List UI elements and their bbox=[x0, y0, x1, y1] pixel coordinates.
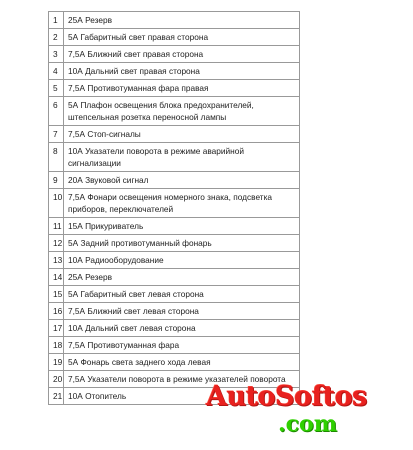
fuse-description-cell: 25А Резерв bbox=[64, 269, 300, 286]
table-row bbox=[49, 388, 300, 405]
fuse-description-cell: 10А Указатели поворота в режиме аварийной сигнализации bbox=[64, 143, 300, 172]
table-row bbox=[49, 235, 300, 252]
fuse-description-cell: 10А Отопитель bbox=[64, 388, 300, 405]
fuse-number-cell: 3 bbox=[49, 46, 64, 63]
fuse-description-cell: 10А Дальний свет левая сторона bbox=[64, 320, 300, 337]
table-row bbox=[49, 320, 300, 337]
fuse-number-cell: 18 bbox=[49, 337, 64, 354]
fuse-description-cell: 7,5А Ближний свет левая сторона bbox=[64, 303, 300, 320]
fuse-number-cell: 9 bbox=[49, 172, 64, 189]
fuse-description-cell: 10А Дальний свет правая сторона bbox=[64, 63, 300, 80]
table-row bbox=[49, 126, 300, 143]
table-row bbox=[49, 189, 300, 218]
fuse-description-cell: 7,5А Ближний свет правая сторона bbox=[64, 46, 300, 63]
fuse-description-cell: 5А Плафон освещения блока предохранителей, штепсельная розетка переносной лампы bbox=[64, 97, 300, 126]
fuse-number-cell: 12 bbox=[49, 235, 64, 252]
fuse-description-cell: 7,5А Противотуманная фара bbox=[64, 337, 300, 354]
fuse-number-cell: 11 bbox=[49, 218, 64, 235]
fuse-number-cell: 17 bbox=[49, 320, 64, 337]
fuse-number-cell: 2 bbox=[49, 29, 64, 46]
table-row bbox=[49, 218, 300, 235]
fuse-description-cell: 20А Звуковой сигнал bbox=[64, 172, 300, 189]
fuse-number-cell: 1 bbox=[49, 12, 64, 29]
fuse-number-cell: 16 bbox=[49, 303, 64, 320]
fuse-number-cell: 8 bbox=[49, 143, 64, 172]
fuse-description-cell: 5А Фонарь света заднего хода левая bbox=[64, 354, 300, 371]
fuse-description-cell: 7,5А Фонари освещения номерного знака, подсветка приборов, переключателей bbox=[64, 189, 300, 218]
table-row bbox=[49, 80, 300, 97]
table-row bbox=[49, 12, 300, 29]
table-row bbox=[49, 252, 300, 269]
fuse-description-cell: 15А Прикуриватель bbox=[64, 218, 300, 235]
table-row bbox=[49, 63, 300, 80]
fuse-description-cell: 5А Габаритный свет правая сторона bbox=[64, 29, 300, 46]
table-row bbox=[49, 303, 300, 320]
table-row bbox=[49, 143, 300, 172]
table-row bbox=[49, 286, 300, 303]
fuse-number-cell: 7 bbox=[49, 126, 64, 143]
fuse-number-cell: 10 bbox=[49, 189, 64, 218]
fuse-number-cell: 14 bbox=[49, 269, 64, 286]
table-row bbox=[49, 46, 300, 63]
fuse-description-cell: 7,5А Указатели поворота в режиме указателей поворота bbox=[64, 371, 300, 388]
fuse-description-cell: 7,5А Противотуманная фара правая bbox=[64, 80, 300, 97]
watermark-text-main: AutoSoftos bbox=[206, 381, 367, 412]
fuse-number-cell: 20 bbox=[49, 371, 64, 388]
fuse-number-cell: 5 bbox=[49, 80, 64, 97]
fuse-number-cell: 15 bbox=[49, 286, 64, 303]
fuse-description-cell: 10А Радиооборудование bbox=[64, 252, 300, 269]
table-row bbox=[49, 337, 300, 354]
fuse-number-cell: 21 bbox=[49, 388, 64, 405]
fuse-number-cell: 6 bbox=[49, 97, 64, 126]
fuse-table-body bbox=[49, 12, 300, 405]
fuse-description-cell: 7,5А Стоп-сигналы bbox=[64, 126, 300, 143]
table-row bbox=[49, 172, 300, 189]
fuse-number-cell: 13 bbox=[49, 252, 64, 269]
table-row bbox=[49, 29, 300, 46]
fuse-number-cell: 4 bbox=[49, 63, 64, 80]
table-row bbox=[49, 354, 300, 371]
table-row bbox=[49, 97, 300, 126]
table-row bbox=[49, 269, 300, 286]
fuse-description-cell: 25А Резерв bbox=[64, 12, 300, 29]
fuse-description-cell: 5А Габаритный свет левая сторона bbox=[64, 286, 300, 303]
fuse-description-cell: 5А Задний противотуманный фонарь bbox=[64, 235, 300, 252]
table-row bbox=[49, 371, 300, 388]
watermark-text-domain: .com bbox=[278, 411, 338, 437]
fuse-number-cell: 19 bbox=[49, 354, 64, 371]
fuse-table bbox=[48, 11, 300, 405]
